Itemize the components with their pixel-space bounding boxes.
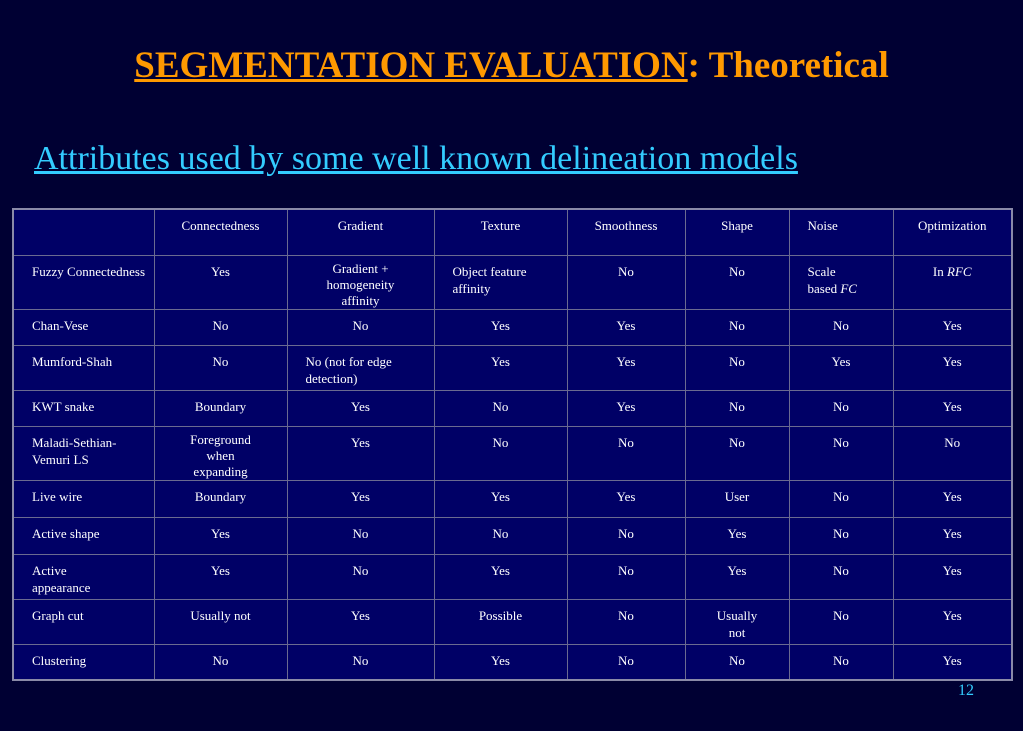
table-row [13,554,1012,599]
cell-smoothness: Yes [567,309,685,345]
slide-subtitle: Attributes used by some well known delineation models [34,140,798,177]
cell-gradient: Yes [287,599,434,644]
cell-shape: No [685,255,789,309]
cell-smoothness: No [567,599,685,644]
row-label: Clustering [13,644,154,680]
cell-optimization: Yes [893,390,1012,426]
cell-shape: Yes [685,517,789,554]
header-connectedness: Connectedness [154,209,287,255]
cell-connectedness: No [154,345,287,390]
table-row [13,426,1012,480]
cell-gradient: No [287,554,434,599]
row-label: KWT snake [13,390,154,426]
table-row [13,599,1012,644]
header-noise: Noise [789,209,893,255]
cell-gradient: No [287,309,434,345]
cell-noise: No [789,426,893,480]
cell-texture: Possible [434,599,567,644]
cell-gradient: Yes [287,390,434,426]
row-label: Live wire [13,480,154,517]
table-row [13,517,1012,554]
cell-smoothness: No [567,426,685,480]
table-row [13,644,1012,680]
cell-smoothness: No [567,517,685,554]
header-row [13,209,1012,255]
cell-smoothness: No [567,554,685,599]
cell-noise: No [789,599,893,644]
cell-noise [789,255,893,309]
cell-optimization: Yes [893,599,1012,644]
cell-noise: No [789,480,893,517]
cell-texture: Yes [434,480,567,517]
cell-connectedness: No [154,644,287,680]
cell-optimization: Yes [893,517,1012,554]
cell-texture: Yes [434,644,567,680]
cell-noise-emphasis: FC [840,280,857,296]
row-label: Active shape [13,517,154,554]
cell-noise: No [789,309,893,345]
row-label: Mumford-Shah [13,345,154,390]
cell-smoothness: Yes [567,480,685,517]
cell-shape: No [685,390,789,426]
header-cell-empty [13,209,154,255]
cell-smoothness: No [567,644,685,680]
cell-texture: Yes [434,345,567,390]
cell-shape: No [685,426,789,480]
cell-gradient: Yes [287,426,434,480]
cell-noise: Yes [789,345,893,390]
table-row [13,390,1012,426]
cell-gradient: No [287,644,434,680]
table-row [13,345,1012,390]
row-label: Maladi-Sethian-Vemuri LS [13,426,154,480]
header-texture: Texture [434,209,567,255]
cell-shape: Usually not [685,599,789,644]
cell-connectedness: Yes [154,554,287,599]
header-optimization: Optimization [893,209,1012,255]
cell-optimization-text: In [932,263,948,279]
cell-shape: No [685,345,789,390]
header-shape: Shape [685,209,789,255]
cell-texture: No [434,517,567,554]
cell-noise-text: Scale based [807,263,841,296]
attributes-table [12,208,1013,681]
header-smoothness: Smoothness [567,209,685,255]
cell-connectedness: Yes [154,517,287,554]
slide-title-rest: : Theoretical [687,45,889,86]
cell-gradient: No [287,517,434,554]
cell-texture: Yes [434,309,567,345]
cell-texture: Yes [434,554,567,599]
cell-noise: No [789,390,893,426]
cell-optimization-emphasis: RFC [947,263,972,279]
row-label: Fuzzy Connectedness [13,255,154,309]
cell-optimization: Yes [893,644,1012,680]
cell-shape: User [685,480,789,517]
cell-gradient: Yes [287,480,434,517]
cell-noise: No [789,644,893,680]
cell-noise: No [789,517,893,554]
cell-shape: No [685,309,789,345]
table-row [13,255,1012,309]
page-number: 12 [958,682,974,699]
row-label: Chan-Vese [13,309,154,345]
cell-smoothness: Yes [567,345,685,390]
table-row [13,480,1012,517]
cell-connectedness: Boundary [154,390,287,426]
cell-smoothness: No [567,255,685,309]
cell-optimization: Yes [893,554,1012,599]
header-gradient: Gradient [287,209,434,255]
cell-shape: Yes [685,554,789,599]
row-label: Active appearance [13,554,154,599]
cell-connectedness: Foreground when expanding [154,426,287,480]
cell-gradient: No (not for edge detection) [287,345,434,390]
cell-gradient: Gradient + homogeneity affinity [287,255,434,309]
cell-optimization: Yes [893,480,1012,517]
cell-smoothness: Yes [567,390,685,426]
cell-connectedness: Usually not [154,599,287,644]
cell-noise: No [789,554,893,599]
cell-texture: Object feature affinity [434,255,567,309]
row-label: Graph cut [13,599,154,644]
cell-connectedness: No [154,309,287,345]
cell-optimization [893,255,1012,309]
table-row [13,309,1012,345]
cell-texture: No [434,390,567,426]
cell-connectedness: Boundary [154,480,287,517]
cell-shape: No [685,644,789,680]
slide-title [0,44,1023,87]
cell-optimization: Yes [893,309,1012,345]
cell-texture: No [434,426,567,480]
slide-title-main: SEGMENTATION EVALUATION [134,45,688,86]
cell-optimization: Yes [893,345,1012,390]
cell-optimization: No [893,426,1012,480]
cell-connectedness: Yes [154,255,287,309]
